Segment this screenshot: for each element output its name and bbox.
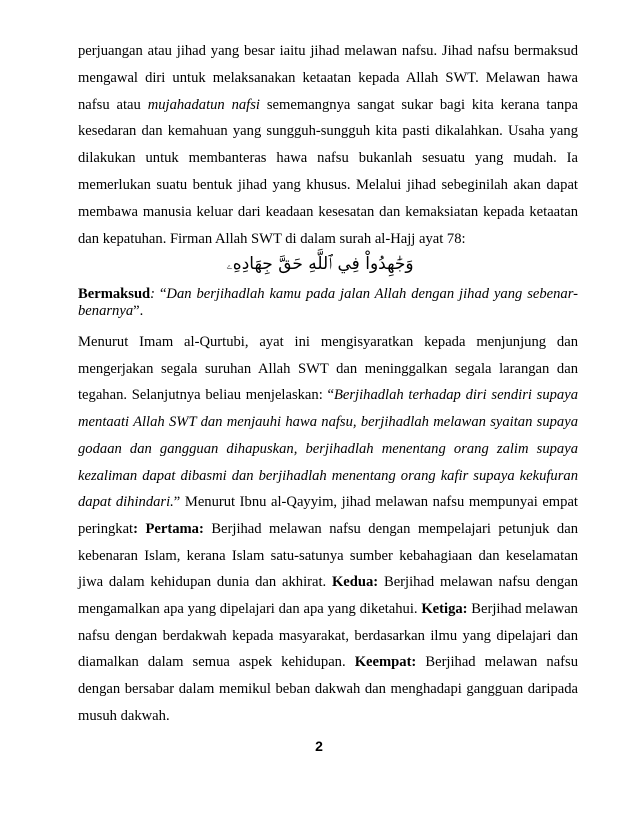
translation-text: Dan berjihadlah kamu pada jalan Allah dengan jihad yang sebenar-benarnya <box>78 286 578 319</box>
translation-paragraph <box>78 286 578 320</box>
italic-term: mujahadatun nafsi <box>147 96 260 113</box>
paragraph-1-text-a: perjuangan atau jihad yang besar iaitu jihad melawan nafsu. Jihad nafsu bermaksud mengawal diri untuk melaksanakan ketaatan kepada Allah SWT. Melawan hawa nafsu atau <box>78 43 578 113</box>
translation-close-quote: ”. <box>133 303 144 319</box>
translation-open-quote: “ <box>155 286 167 302</box>
level-3-text: Berjihad melawan nafsu dengan berdakwah kepada masyarakat, berdasarkan ilmu yang dipelajari dan diamalkan dalam semua aspek kehidupan. <box>78 601 578 671</box>
level-4-text: Berjihad melawan nafsu dengan bersabar dalam memikul beban dakwah dan menghadapi gangguan daripada musuh dakwah. <box>78 654 579 724</box>
qurtubi-quote: Berjihadlah terhadap diri sendiri supaya mentaati Allah SWT dan menjauhi hawa nafsu, berjihadlah melawan syaitan supaya godaan dan gangguan dihapuskan, berjihadlah menentang orang zalim supaya kezaliman dapat dibasmi dan berjihadlah menentang orang kafir supaya kekufuran dapat dihindari. <box>78 387 578 511</box>
translation-colon: : <box>150 286 156 302</box>
translation-label: Bermaksud <box>78 286 151 302</box>
level-2-text: Berjihad melawan nafsu dengan mengamalkan apa yang dipelajari dan apa yang diketahui. <box>78 574 578 618</box>
paragraph-2-text-a: Menurut Imam al-Qurtubi, ayat ini mengisyaratkan kepada menjunjung dan mengerjakan segala suruhan Allah SWT dan meninggalkan segala larangan dan tegahan. Selanjutnya beliau menjelaskan: “ <box>78 334 578 404</box>
levels-colon: : <box>133 520 138 537</box>
quran-verse-arabic: وَجَٰهِدُواْ فِي ٱللَّهِ حَقَّ جِهَادِهِۦ <box>226 254 414 274</box>
paragraph-1-text-b: sememangnya sangat sukar bagi kita kerana tanpa kesedaran dan kemahuan yang sungguh-sungguh kita pasti dikalahkan. Usaha yang dilakukan untuk membanteras hawa nafsu bukanlah sesuatu yang mudah. Ia memerlukan suatu bentuk jihad yang khusus. Melalui jihad sebeginilah akan dapat membawa manusia keluar dari keadaan kesesatan dan kemaksiatan kepada ketaatan dan kepatuhan. Firman Allah SWT di dalam surah al-Hajj ayat 78: <box>78 96 579 247</box>
page-number: 2 <box>315 738 323 754</box>
level-4-label: Keempat: <box>354 654 417 671</box>
level-2-label: Kedua: <box>331 574 379 591</box>
body-paragraph-2 <box>78 329 578 730</box>
level-1-label: Pertama: <box>138 520 204 537</box>
paragraph-2-text-b: ” Menurut Ibnu al-Qayyim, jihad melawan nafsu mempunyai empat peringkat <box>78 494 578 537</box>
level-1-text: Berjihad melawan nafsu dengan mempelajari petunjuk dan kebenaran Islam, kerana Islam satu-satunya sumber kebahagiaan dan keselamatan jiwa dalam kehidupan dunia dan akhirat. <box>78 520 578 591</box>
body-paragraph-1 <box>78 38 578 252</box>
level-3-label: Ketiga: <box>421 601 468 618</box>
